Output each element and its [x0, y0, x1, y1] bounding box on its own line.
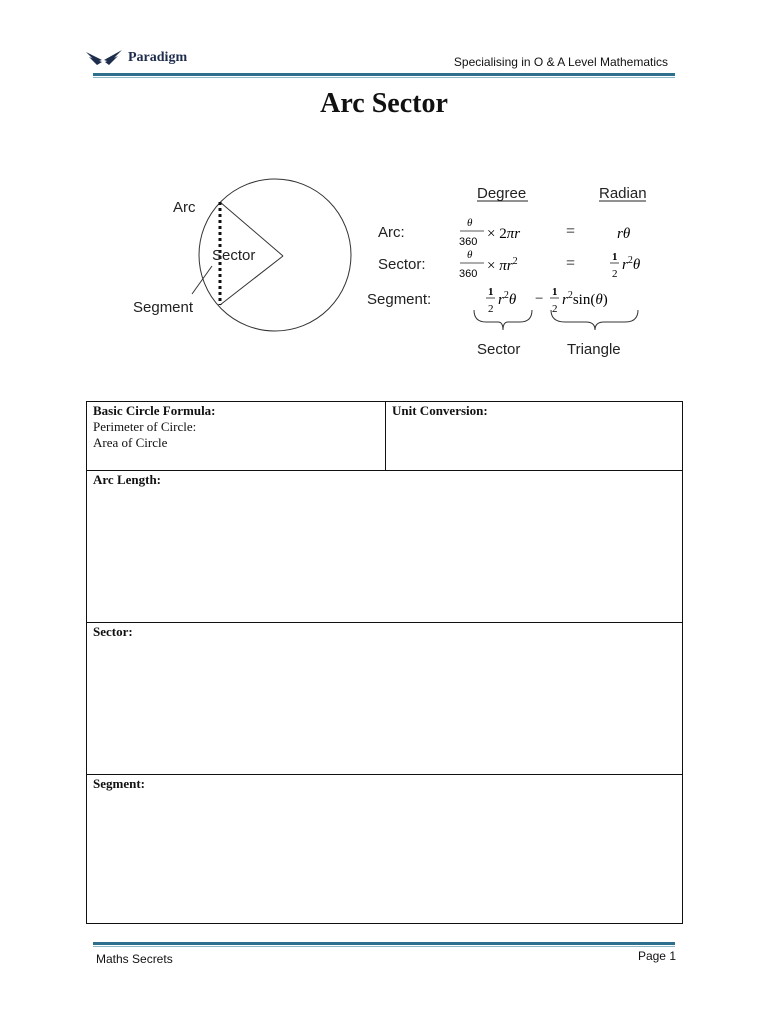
wings-icon	[84, 48, 124, 68]
formula-arc-radian: rθ	[617, 226, 631, 242]
segment-pointer	[192, 266, 212, 294]
formula-sector-radian	[610, 251, 641, 280]
brace-label-sector: Sector	[477, 341, 521, 358]
row-arc: Arc:	[378, 224, 405, 241]
label-arc: Arc	[173, 199, 196, 216]
cell-sector	[87, 622, 682, 774]
equals-sector: =	[566, 255, 576, 272]
brand-logo	[84, 46, 214, 70]
arc-length-label: Arc Length:	[93, 472, 162, 487]
formula-sector-degree	[459, 249, 518, 280]
cell-unit-conversion	[386, 402, 682, 470]
brace-triangle	[551, 310, 638, 330]
perimeter-label: Perimeter of Circle:	[93, 419, 197, 434]
row-segment: Segment:	[367, 291, 432, 308]
cell-segment	[87, 774, 682, 923]
svg-text:1: 1	[488, 286, 494, 298]
brand-name: Paradigm	[128, 50, 188, 65]
header-rule-thin	[93, 77, 675, 78]
svg-text:2: 2	[552, 303, 558, 315]
notes-table	[86, 401, 683, 924]
formula-arc-degree	[459, 217, 520, 248]
page-title: Arc Sector	[320, 88, 448, 119]
page-number: Page 1	[637, 949, 676, 963]
svg-text:× πr2: × $\pi r^2$	[487, 256, 518, 274]
header-tagline: Specialising in O & A Level Mathematics	[453, 55, 668, 69]
footer-title: Maths Secrets	[96, 952, 173, 966]
row-sector: Sector:	[378, 256, 426, 273]
formula-segment	[486, 286, 608, 315]
svg-text:2: 2	[612, 268, 618, 280]
svg-text:360: 360	[459, 236, 478, 248]
header-rule	[93, 73, 675, 76]
arc-sector-diagram	[120, 170, 680, 370]
svg-text:2: 2	[488, 303, 494, 315]
svg-text:r2sin(θ): $r^2\sin(\theta)$	[562, 290, 608, 308]
area-label: Area of Circle	[93, 435, 168, 450]
basic-formula-label: Basic Circle Formula:	[93, 403, 216, 418]
brace-label-triangle: Triangle	[567, 341, 621, 358]
column-radian: Radian	[599, 185, 647, 202]
equals-arc: =	[566, 223, 576, 240]
unit-conversion-label: Unit Conversion:	[392, 403, 488, 418]
svg-text:r2θ: $r^2\theta$	[622, 255, 641, 273]
column-degree: Degree	[477, 185, 527, 202]
svg-text:× 2πr: × 2πr	[487, 226, 521, 242]
svg-text:r2θ: $r^2\theta$	[498, 290, 517, 308]
cell-basic-circle	[87, 402, 386, 470]
svg-text:θ: θ	[467, 249, 473, 261]
segment-label: Segment:	[93, 776, 145, 791]
label-segment: Segment	[133, 299, 194, 316]
sector-label: Sector:	[93, 624, 133, 639]
footer-rule-thin	[93, 946, 675, 947]
svg-text:360: 360	[459, 268, 478, 280]
svg-text:−: −	[535, 291, 544, 307]
svg-text:1: 1	[552, 286, 558, 298]
svg-text:1: 1	[612, 251, 618, 263]
brace-sector	[474, 310, 532, 330]
label-sector: Sector	[212, 247, 256, 264]
cell-arc-length	[87, 470, 682, 622]
footer-rule	[93, 942, 675, 945]
svg-text:θ: θ	[467, 217, 473, 229]
